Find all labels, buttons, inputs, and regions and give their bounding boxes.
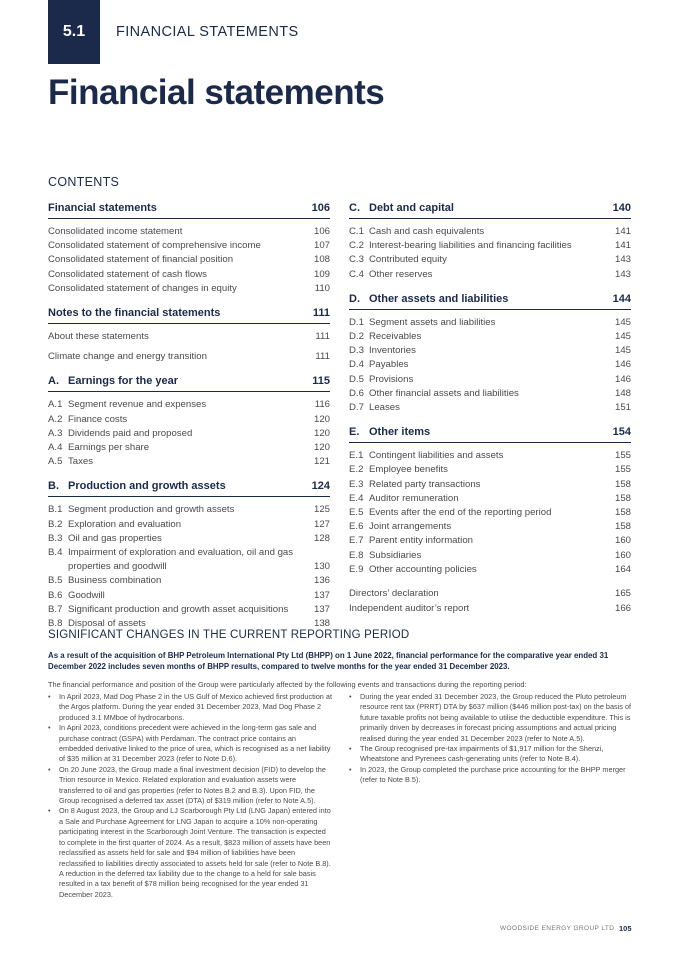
entry-page: 120 — [313, 427, 330, 439]
contents-group — [48, 375, 330, 469]
entry-label — [349, 268, 432, 282]
entry-label — [48, 518, 181, 532]
entry-title: Business combination — [68, 575, 162, 587]
contents-entry[interactable] — [349, 492, 631, 506]
entry-code: E.6 — [349, 521, 364, 533]
contents-entry[interactable] — [349, 268, 631, 282]
entry-label — [349, 492, 459, 506]
entry-title: Independent auditor’s report — [349, 603, 470, 615]
entry-page: 151 — [614, 402, 631, 414]
contents-entry[interactable] — [349, 344, 631, 358]
entry-label — [349, 316, 495, 330]
entry-title: Climate change and energy transition — [48, 351, 207, 363]
entry-code: D.2 — [349, 331, 364, 343]
contents-group-heading[interactable] — [349, 426, 631, 443]
entry-label — [349, 463, 448, 477]
entry-page: 145 — [614, 331, 631, 343]
entry-label — [349, 520, 451, 534]
contents-entry[interactable] — [48, 350, 330, 364]
group-page: 124 — [311, 480, 330, 493]
contents-entry[interactable] — [48, 282, 330, 296]
entry-title: Interest-bearing liabilities and financing facilities — [369, 240, 572, 252]
entry-page: 120 — [313, 413, 330, 425]
significant-bullets-right — [349, 692, 633, 786]
contents-entry[interactable] — [48, 532, 330, 546]
entry-title: Earnings per share — [68, 442, 150, 454]
entry-title: Finance costs — [68, 413, 128, 425]
entry-title: Related party transactions — [369, 478, 481, 490]
entry-title: Joint arrangements — [369, 521, 452, 533]
bullet-item: • The Group recognised pre-tax impairments of $1,917 million for the Shenzi, Wheatstone and Pyrenees cash-generating units (refer to Note B.4). — [349, 744, 633, 765]
entry-page: 136 — [313, 575, 330, 587]
entry-title: Other accounting policies — [369, 563, 477, 575]
entry-code: C.4 — [349, 268, 364, 280]
group-heading-label — [48, 375, 178, 387]
contents-group-heading[interactable] — [48, 480, 330, 497]
entry-label — [48, 603, 288, 617]
entry-code: D.6 — [349, 387, 364, 399]
entry-label — [349, 225, 484, 239]
group-title: Earnings for the year — [68, 375, 179, 388]
entry-title: Oil and gas properties — [68, 532, 162, 544]
entry-title: Consolidated statement of changes in equity — [48, 282, 237, 294]
contents-left-column — [48, 202, 330, 642]
entry-code: A.5 — [48, 456, 63, 468]
contents-entry[interactable] — [349, 478, 631, 492]
entry-title: Segment assets and liabilities — [369, 316, 496, 328]
entry-label — [48, 282, 237, 296]
entry-page: 128 — [313, 532, 330, 544]
footer-page-number: 105 — [619, 924, 632, 933]
entry-title: Other financial assets and liabilities — [369, 387, 519, 399]
contents-group — [48, 307, 330, 364]
entry-page: 111 — [315, 351, 330, 363]
entry-code: E.1 — [349, 450, 364, 462]
entry-code: D.3 — [349, 345, 364, 357]
entry-label — [349, 549, 421, 563]
entry-code: B.2 — [48, 518, 63, 530]
entry-page: 127 — [313, 518, 330, 530]
entry-code: A.2 — [48, 413, 63, 425]
entry-code: E.2 — [349, 464, 364, 476]
group-page: 115 — [312, 375, 330, 388]
entry-title: Leases — [369, 402, 400, 414]
entry-page: 120 — [313, 442, 330, 454]
entry-label — [48, 413, 127, 427]
entry-page: 158 — [614, 478, 631, 490]
group-title: Notes to the financial statements — [48, 307, 221, 320]
contents-entry[interactable] — [349, 330, 631, 344]
entry-label — [48, 350, 207, 364]
entry-code: D.7 — [349, 402, 364, 414]
entry-title: Segment revenue and expenses — [68, 399, 207, 411]
contents-entry[interactable] — [349, 534, 631, 548]
entry-code: E.4 — [349, 492, 364, 504]
page-title: Financial statements — [48, 73, 385, 112]
entry-label — [48, 455, 93, 469]
contents-group-heading[interactable] — [349, 293, 631, 310]
entry-title: Auditor remuneration — [369, 492, 459, 504]
group-heading-label — [349, 202, 454, 214]
entry-page: 110 — [314, 282, 330, 294]
entry-label — [48, 441, 149, 455]
entry-label — [349, 534, 473, 548]
group-code: E. — [349, 426, 360, 439]
entry-code: B.1 — [48, 504, 63, 516]
entry-label — [349, 506, 551, 520]
contents-entry[interactable] — [349, 239, 631, 253]
entry-title: Receivables — [369, 331, 422, 343]
entry-code: B.4 — [48, 547, 63, 559]
contents-entry[interactable] — [48, 398, 330, 412]
entry-code: E.3 — [349, 478, 364, 490]
contents-entry[interactable] — [349, 373, 631, 387]
section-number-tab — [48, 0, 100, 64]
entry-page: 111 — [315, 331, 330, 343]
entry-code: C.3 — [349, 254, 364, 266]
entry-label — [48, 330, 149, 344]
group-code: D. — [349, 292, 360, 305]
group-heading-label — [48, 480, 226, 492]
entry-page: 148 — [614, 387, 631, 399]
entry-page: 106 — [313, 226, 330, 237]
footer-company: WOODSIDE ENERGY GROUP LTD — [500, 925, 615, 932]
contents-entry[interactable] — [48, 413, 330, 427]
entry-code: E.5 — [349, 507, 364, 519]
entry-page: 160 — [614, 549, 631, 561]
entry-title: Employee benefits — [369, 464, 448, 476]
section-heading: FINANCIAL STATEMENTS — [116, 24, 299, 40]
entry-title: Exploration and evaluation — [68, 518, 182, 530]
entry-code: A.3 — [48, 427, 63, 439]
entry-code: B.3 — [48, 532, 63, 544]
contents-group — [349, 293, 631, 415]
entry-label — [349, 239, 572, 253]
entry-title: Events after the end of the reporting period — [369, 507, 552, 519]
entry-label — [349, 373, 413, 387]
entry-page: 138 — [313, 618, 330, 630]
contents-entry[interactable] — [349, 401, 631, 415]
entry-code: A.1 — [48, 399, 63, 411]
entry-title: Goodwill — [68, 589, 105, 601]
contents-group — [48, 480, 330, 631]
entry-title: Contingent liabilities and assets — [369, 450, 504, 462]
group-page: 144 — [612, 292, 631, 305]
entry-title: Contributed equity — [369, 254, 447, 266]
entry-title: About these statements — [48, 331, 149, 343]
entry-page: 141 — [614, 240, 631, 252]
group-page: 140 — [612, 202, 631, 214]
entry-page: 107 — [313, 240, 330, 252]
entry-title: Segment production and growth assets — [68, 504, 235, 516]
significant-changes-intro: The financial performance and position of the Group were particularly affected by the following events and transactions during the reporting period: — [48, 680, 527, 689]
entry-label — [48, 574, 161, 588]
entry-page: 145 — [614, 316, 631, 328]
entry-label — [48, 427, 192, 441]
entry-page: 166 — [614, 603, 631, 615]
entry-title: Significant production and growth asset acquisitions — [68, 603, 289, 615]
entry-title: Disposal of assets — [68, 618, 146, 630]
entry-label — [349, 449, 503, 463]
entry-label — [48, 532, 162, 546]
group-heading-label — [349, 426, 430, 438]
contents-entry[interactable] — [349, 520, 631, 534]
entry-page: 109 — [313, 268, 330, 280]
contents-group — [349, 426, 631, 577]
entry-code: D.5 — [349, 373, 364, 385]
contents-entry[interactable] — [48, 574, 330, 588]
contents-group — [48, 202, 330, 296]
bullet-item: • In 2023, the Group completed the purchase price accounting for the BHPP merger (refer to Note B.5). — [349, 765, 633, 786]
group-title: Production and growth assets — [68, 480, 226, 493]
contents-entry[interactable] — [349, 506, 631, 520]
entry-title: Impairment of exploration and evaluation, oil and gas properties and goodwill — [68, 547, 294, 573]
contents-entry[interactable] — [48, 455, 330, 469]
group-page: 111 — [312, 307, 330, 320]
entry-code: B.8 — [48, 618, 63, 630]
entry-label — [48, 503, 234, 517]
entry-page: 143 — [614, 254, 631, 266]
contents-entry[interactable] — [349, 316, 631, 330]
entry-page: 158 — [614, 492, 631, 504]
entry-code: D.4 — [349, 359, 364, 371]
entry-title: Inventories — [369, 345, 416, 357]
contents-entry[interactable] — [48, 330, 330, 344]
contents-entry[interactable] — [349, 463, 631, 477]
group-code: C. — [349, 202, 360, 214]
entry-code: B.6 — [48, 589, 63, 601]
entry-page: 146 — [614, 373, 631, 385]
entry-label — [349, 330, 421, 344]
contents-label: CONTENTS — [48, 175, 120, 189]
entry-page: 158 — [614, 507, 631, 519]
group-title: Financial statements — [48, 202, 157, 214]
contents-entry[interactable] — [349, 601, 631, 616]
bullet-item: • During the year ended 31 December 2023, the Group reduced the Pluto petroleum resource rent tax (PRRT) DTA by $637 million ($446 million post-tax) on the basis of future taxable profits not being available to utilise the deductible expenditure. This is primarily driven by decreases in forecast pricing assumptions and actual pricing realised during the year ended 31 December 2023 (refer to Note A.5). — [349, 692, 633, 744]
contents-entry[interactable] — [48, 239, 330, 253]
entry-label — [349, 387, 519, 401]
entry-label — [48, 225, 182, 239]
entry-label — [349, 358, 408, 372]
entry-code: E.7 — [349, 535, 364, 547]
entry-page: 158 — [614, 521, 631, 533]
bullet-item: • In April 2023, Mad Dog Phase 2 in the US Gulf of Mexico achieved first production at the Argos platform. During the year ended 31 December 2023, Mad Dog Phase 2 produced 3.1 MMboe of hydrocarbons. — [48, 692, 332, 723]
entry-page: 125 — [313, 504, 330, 516]
entry-page: 155 — [614, 450, 631, 462]
entry-title: Consolidated statement of comprehensive income — [48, 240, 261, 252]
group-heading-label — [48, 202, 157, 214]
significant-bullets-left — [48, 692, 332, 900]
bullet-item: • On 20 June 2023, the Group made a final investment decision (FID) to develop the Trion resource in Mexico. Related exploration and evaluation assets were transferred to oil and gas properties (refer to Notes B.2 and B.3). Upon FID, the Group recognised a deferred tax asset (DTA) of $319 million (refer to Note A.5). — [48, 765, 332, 807]
contents-entry[interactable] — [48, 589, 330, 603]
contents-right-column — [349, 202, 631, 616]
entry-page: 164 — [614, 563, 631, 575]
contents-entry[interactable] — [349, 449, 631, 463]
contents-entry[interactable] — [349, 387, 631, 401]
contents-entry[interactable] — [48, 427, 330, 441]
entry-code: D.1 — [349, 316, 364, 328]
entry-label — [48, 268, 207, 282]
entry-title: Cash and cash equivalents — [369, 226, 485, 237]
entry-title: Directors’ declaration — [349, 588, 439, 600]
contents-entry[interactable] — [349, 225, 631, 239]
contents-group-heading[interactable] — [48, 375, 330, 392]
contents-group-heading[interactable] — [48, 307, 330, 324]
entry-page: 165 — [614, 588, 631, 600]
contents-entry[interactable] — [349, 563, 631, 577]
entry-title: Consolidated statement of cash flows — [48, 268, 207, 280]
entry-page: 108 — [313, 254, 330, 266]
contents-entry[interactable] — [349, 253, 631, 267]
group-title: Other items — [369, 426, 431, 439]
entry-label — [349, 478, 480, 492]
entry-page: 160 — [614, 535, 631, 547]
entry-page: 141 — [614, 226, 631, 237]
entry-title: Dividends paid and proposed — [68, 427, 193, 439]
entry-label — [48, 546, 303, 574]
entry-title: Other reserves — [369, 268, 433, 280]
entry-label — [48, 253, 233, 267]
contents-entry[interactable] — [48, 503, 330, 517]
entry-title: Consolidated statement of financial position — [48, 254, 234, 266]
contents-group-heading[interactable] — [349, 202, 631, 219]
entry-code: C.2 — [349, 240, 364, 252]
entry-page: 130 — [313, 561, 330, 573]
contents-entry[interactable] — [48, 518, 330, 532]
section-number: 5.1 — [62, 23, 86, 40]
contents-entry[interactable] — [48, 225, 330, 239]
bullet-item: • On 8 August 2023, the Group and LJ Scarborough Pty Ltd (LNG Japan) entered into a Sale and Purchase Agreement for LNG Japan to acquire a 10% non-operating participating interest in the Scarborough Joint Venture. The transaction is expected to complete in the first quarter of 2024. As a result, $823 million of assets have been reclassified as assets held for sale and $94 million of liabilities have been reclassified to liabilities directly associated to assets held for sale (refer to Note B.8). A reduction in the deferred tax liability due to the change to a held for sale basis resulted in a tax benefit of $78 million being recognised for the year ended 31 December 2023. — [48, 806, 332, 900]
bullet-item: • In April 2023, conditions precedent were achieved in the long-term gas sale and purchase contract (GSPA) with Perdaman. The contract price contains an embedded derivative linked to the price of urea, which is recognised as a net liability of $35 million at 31 December 2023 (refer to Note D.6). — [48, 723, 332, 765]
contents-entry[interactable] — [349, 586, 631, 601]
entry-title: Taxes — [68, 456, 94, 468]
entry-title: Parent entity information — [369, 535, 473, 547]
group-page: 106 — [311, 202, 330, 214]
entry-page: 143 — [614, 268, 631, 280]
entry-code: A.4 — [48, 442, 63, 454]
contents-group-heading[interactable] — [48, 202, 330, 219]
group-heading-label — [349, 293, 508, 305]
entry-title: Subsidiaries — [369, 549, 422, 561]
contents-group — [349, 202, 631, 282]
significant-changes-summary: As a result of the acquisition of BHP Petroleum International Pty Ltd (BHPP) on 1 June 2022, financial performance for the comparative year ended 31 December 2022 includes seven months of BHPP results, compared to twelve months for the year ended 31 December 2023. — [48, 651, 609, 671]
entry-page: 146 — [614, 359, 631, 371]
entry-code: C.1 — [349, 226, 364, 237]
significant-changes-title: SIGNIFICANT CHANGES IN THE CURRENT REPORTING PERIOD — [48, 629, 410, 641]
contents-entry[interactable] — [48, 268, 330, 282]
entry-code: E.9 — [349, 563, 364, 575]
entry-label — [48, 589, 105, 603]
group-code: B. — [48, 480, 59, 493]
entry-page: 121 — [313, 456, 330, 468]
group-code: A. — [48, 375, 59, 388]
contents-entry[interactable] — [48, 603, 330, 617]
entry-code: E.8 — [349, 549, 364, 561]
entry-page: 137 — [313, 589, 330, 601]
group-title: Debt and capital — [369, 202, 454, 214]
entry-label — [349, 401, 400, 415]
entry-page: 116 — [314, 399, 330, 411]
contents-entry[interactable] — [349, 358, 631, 372]
group-heading-label — [48, 307, 220, 319]
entry-page: 145 — [614, 345, 631, 357]
entry-page: 155 — [614, 464, 631, 476]
group-page: 154 — [612, 426, 631, 439]
contents-entry[interactable] — [349, 549, 631, 563]
contents-entry[interactable] — [48, 253, 330, 267]
entry-code: B.5 — [48, 575, 63, 587]
entry-label — [48, 239, 261, 253]
contents-entry[interactable] — [48, 546, 330, 574]
entry-title: Provisions — [369, 373, 414, 385]
entry-label — [48, 398, 206, 412]
group-title: Other assets and liabilities — [369, 292, 509, 305]
entry-title: Consolidated income statement — [48, 226, 183, 237]
entry-title: Payables — [369, 359, 409, 371]
entry-page: 137 — [313, 603, 330, 615]
entry-label — [349, 563, 477, 577]
entry-label — [349, 344, 416, 358]
entry-code: B.7 — [48, 603, 63, 615]
contents-entry[interactable] — [48, 441, 330, 455]
entry-label — [349, 253, 447, 267]
